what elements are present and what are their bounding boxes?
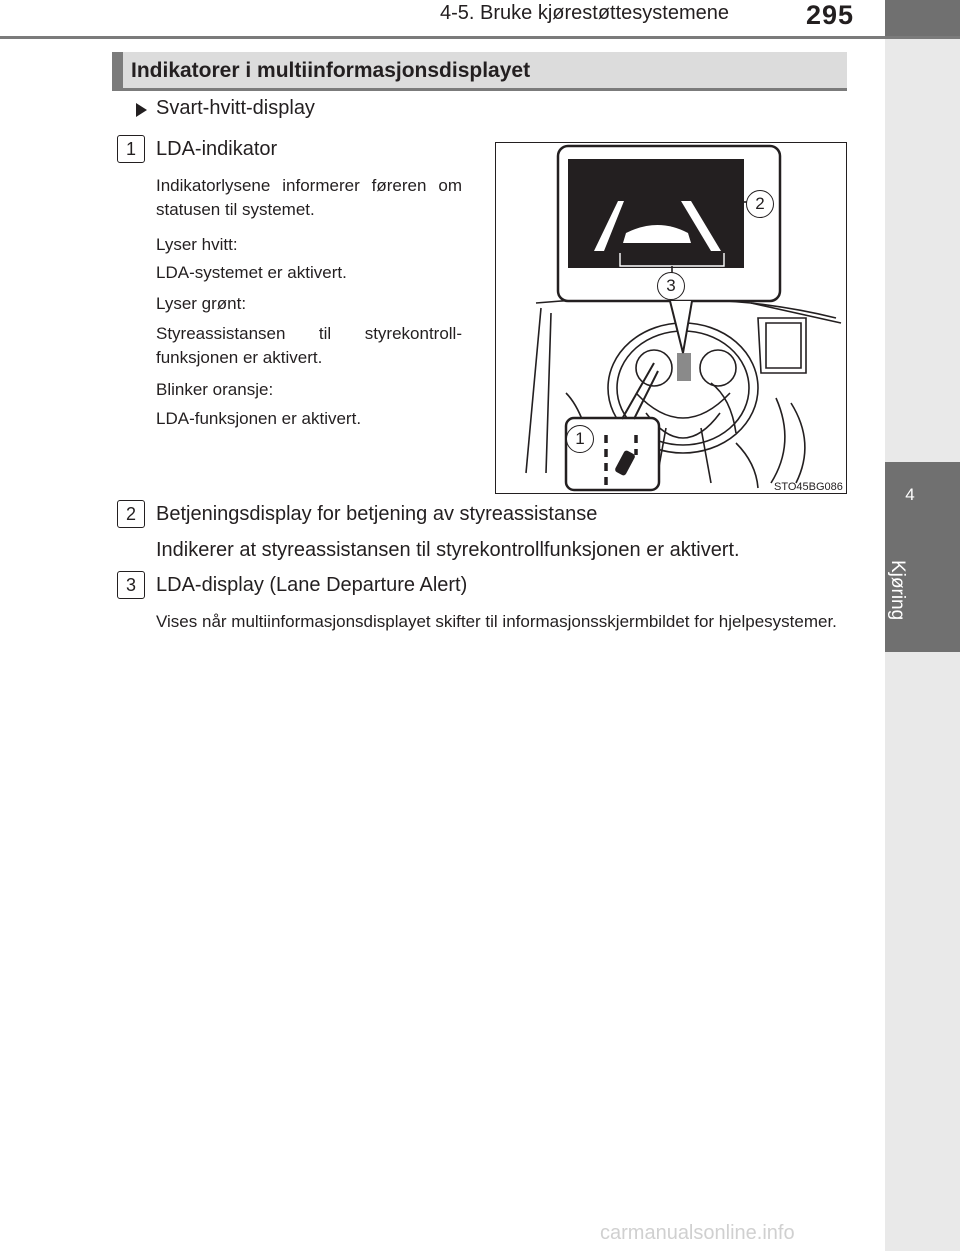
item-title: LDA-display (Lane Departure Alert)	[156, 574, 468, 596]
chapter-number: 4	[905, 485, 915, 504]
item-paragraph: Lyser grønt:	[156, 294, 247, 313]
item-paragraph: Blinker oransje:	[156, 380, 274, 399]
side-tab-background	[885, 39, 960, 462]
item-paragraph: Lyser hvitt:	[156, 235, 238, 254]
item-paragraph: Indikatorlysene informerer føreren om statusen til systemet.	[156, 176, 462, 219]
item-paragraph: LDA-funksjonen er aktivert.	[156, 409, 362, 428]
subsection-title: Svart-hvitt-display	[156, 97, 315, 119]
bullet-arrow-icon	[136, 103, 147, 117]
item-paragraph: LDA-systemet er aktivert.	[156, 263, 347, 282]
item-description: Vises når multiinformasjonsdisplayet skifter til informasjonsskjermbildet for hjelpesystemer.	[156, 612, 837, 631]
watermark: carmanualsonline.info	[600, 1222, 795, 1244]
figure-code: STO45BG086	[774, 481, 843, 493]
item-title: LDA-indikator	[156, 138, 278, 160]
chapter-label: Kjøring	[887, 560, 908, 621]
item-paragraph: Styreassistansen til styrekontroll-funksjonen er aktivert.	[156, 324, 462, 367]
figure-callout-badge: 2	[746, 190, 774, 218]
figure-callout-badge: 3	[657, 272, 685, 300]
side-tab-bottom	[885, 652, 960, 1251]
header-rule	[0, 36, 960, 39]
page-number: 295	[806, 0, 855, 30]
item-title: Betjeningsdisplay for betjening av styreassistanse	[156, 503, 598, 525]
item-number-badge: 3	[117, 571, 145, 599]
dashboard-illustration	[495, 142, 847, 494]
item-number-badge: 1	[117, 135, 145, 163]
item-description: Indikerer at styreassistansen til styrekontrollfunksjonen er aktivert.	[156, 539, 740, 561]
item-number-badge: 2	[117, 500, 145, 528]
side-tab-top	[885, 0, 960, 36]
header-section-title: 4-5. Bruke kjørestøttesystemene	[440, 2, 729, 24]
side-tab-chapter	[885, 462, 960, 652]
dashboard-drawing	[496, 143, 846, 493]
section-heading: Indikatorer i multiinformasjonsdisplayet	[131, 59, 531, 82]
figure-callout-badge: 1	[566, 425, 594, 453]
